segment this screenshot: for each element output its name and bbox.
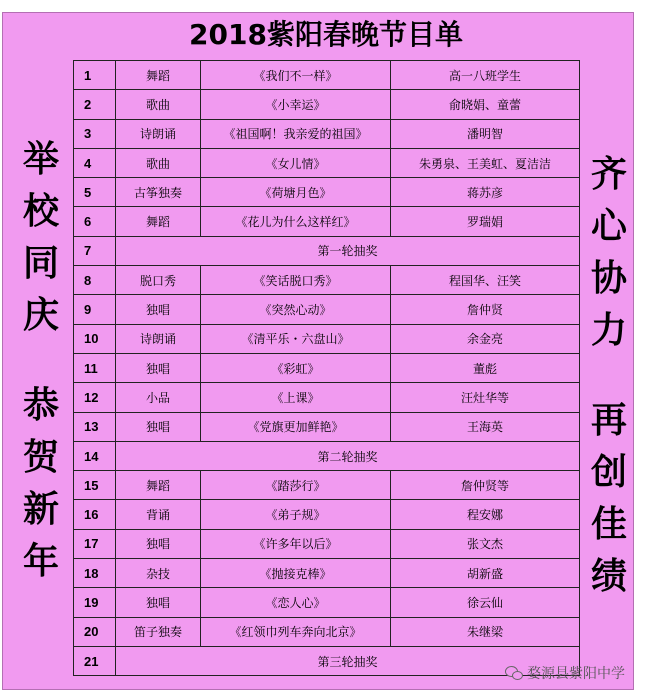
program-performer: 朱继梁: [391, 617, 580, 646]
program-number: 12: [74, 383, 116, 412]
slogan-right-char: 绩: [590, 555, 627, 597]
watermark: [505, 663, 625, 683]
program-number: 10: [74, 324, 116, 353]
program-title: 《弟子规》: [201, 500, 391, 529]
program-title: 《抛接克棒》: [201, 559, 391, 588]
program-title: 《许多年以后》: [201, 529, 391, 558]
program-row: [74, 441, 580, 470]
program-number: 21: [74, 646, 116, 675]
program-number: 4: [74, 148, 116, 177]
program-number: 1: [74, 61, 116, 90]
program-row: [74, 529, 580, 558]
program-performer: 潘明智: [391, 119, 580, 148]
program-row: [74, 500, 580, 529]
program-type: 独唱: [116, 353, 201, 382]
program-number: 5: [74, 178, 116, 207]
program-title: 《红领巾列车奔向北京》: [201, 617, 391, 646]
program-title: 《清平乐・六盘山》: [201, 324, 391, 353]
slogan-left-char: 庆: [22, 294, 59, 336]
program-row: [74, 236, 580, 265]
program-performer: 余金亮: [391, 324, 580, 353]
program-row: [74, 383, 580, 412]
program-number: 16: [74, 500, 116, 529]
program-title: 《小幸运》: [201, 90, 391, 119]
program-number: 6: [74, 207, 116, 236]
lottery-round: 第二轮抽奖: [116, 441, 580, 470]
program-performer: 胡新盛: [391, 559, 580, 588]
program-performer: 詹仲贤等: [391, 471, 580, 500]
slogan-right-char: 力: [590, 309, 627, 351]
program-performer: 徐云仙: [391, 588, 580, 617]
program-type: 古筝独奏: [116, 178, 201, 207]
program-sheet: [2, 12, 634, 690]
program-type: 舞蹈: [116, 471, 201, 500]
slogan-right-char: 佳: [590, 503, 627, 545]
program-number: 11: [74, 353, 116, 382]
program-type: 脱口秀: [116, 266, 201, 295]
program-performer: 蒋苏彦: [391, 178, 580, 207]
program-row: [74, 559, 580, 588]
program-title: 《笑话脱口秀》: [201, 266, 391, 295]
slogan-right-char: 协: [590, 257, 627, 299]
program-number: 8: [74, 266, 116, 295]
lottery-round: 第一轮抽奖: [116, 236, 580, 265]
lottery-round: 第三轮抽奖: [116, 646, 580, 675]
program-title: 《踏莎行》: [201, 471, 391, 500]
program-title: 《恋人心》: [201, 588, 391, 617]
program-performer: 程安娜: [391, 500, 580, 529]
program-type: 歌曲: [116, 148, 201, 177]
program-title: 《祖国啊！我亲爱的祖国》: [201, 119, 391, 148]
program-title: 《花儿为什么这样红》: [201, 207, 391, 236]
program-row: [74, 412, 580, 441]
program-number: 3: [74, 119, 116, 148]
program-row: [74, 588, 580, 617]
program-type: 独唱: [116, 412, 201, 441]
program-type: 独唱: [116, 295, 201, 324]
slogan-left: [21, 133, 61, 587]
program-number: 7: [74, 236, 116, 265]
program-title: 《党旗更加鲜艳》: [201, 412, 391, 441]
program-title: 《上课》: [201, 383, 391, 412]
program-type: 诗朗诵: [116, 324, 201, 353]
program-row: [74, 61, 580, 90]
program-type: 歌曲: [116, 90, 201, 119]
program-performer: 程国华、汪笑: [391, 266, 580, 295]
program-row: [74, 90, 580, 119]
program-number: 17: [74, 529, 116, 558]
slogan-left-char: 校: [22, 190, 59, 232]
slogan-left-char: 贺: [22, 436, 59, 478]
program-number: 15: [74, 471, 116, 500]
program-performer: 王海英: [391, 412, 580, 441]
program-row: [74, 646, 580, 675]
program-performer: 汪灶华等: [391, 383, 580, 412]
program-title: 《女儿情》: [201, 148, 391, 177]
program-type: 独唱: [116, 529, 201, 558]
slogan-right-char: 再: [590, 399, 627, 441]
program-row: [74, 207, 580, 236]
slogan-left-char: 新: [22, 488, 59, 530]
program-table: [73, 60, 580, 676]
program-number: 18: [74, 559, 116, 588]
program-row: [74, 178, 580, 207]
slogan-right-char: 创: [590, 451, 627, 493]
program-type: 背诵: [116, 500, 201, 529]
program-number: 14: [74, 441, 116, 470]
watermark-text: 婺源县紫阳中学: [527, 666, 625, 682]
program-row: [74, 119, 580, 148]
page-title: 2018紫阳春晚节目单: [189, 18, 463, 51]
program-performer: 詹仲贤: [391, 295, 580, 324]
program-performer: 俞晓娟、童蕾: [391, 90, 580, 119]
program-title: 《彩虹》: [201, 353, 391, 382]
program-row: [74, 295, 580, 324]
program-number: 13: [74, 412, 116, 441]
program-row: [74, 324, 580, 353]
program-type: 小品: [116, 383, 201, 412]
program-type: 舞蹈: [116, 61, 201, 90]
program-type: 笛子独奏: [116, 617, 201, 646]
program-title: 《突然心动》: [201, 295, 391, 324]
program-title: 《我们不一样》: [201, 61, 391, 90]
program-row: [74, 617, 580, 646]
program-number: 2: [74, 90, 116, 119]
slogan-left-char: 恭: [22, 384, 59, 426]
slogan-left-char: 举: [22, 138, 59, 180]
slogan-left-char: 同: [22, 242, 59, 284]
program-type: 舞蹈: [116, 207, 201, 236]
program-row: [74, 148, 580, 177]
slogan-right-char: 心: [590, 205, 627, 247]
program-type: 诗朗诵: [116, 119, 201, 148]
slogan-left-char: 年: [22, 540, 59, 582]
program-performer: 高一八班学生: [391, 61, 580, 90]
program-type: 杂技: [116, 559, 201, 588]
program-number: 20: [74, 617, 116, 646]
wechat-icon: [505, 666, 523, 680]
program-number: 19: [74, 588, 116, 617]
program-type: 独唱: [116, 588, 201, 617]
slogan-right-char: 齐: [590, 153, 627, 195]
program-performer: 罗瑞娟: [391, 207, 580, 236]
program-number: 9: [74, 295, 116, 324]
slogan-right: [589, 148, 629, 602]
program-performer: 董彪: [391, 353, 580, 382]
program-row: [74, 266, 580, 295]
program-row: [74, 353, 580, 382]
program-row: [74, 471, 580, 500]
program-title: 《荷塘月色》: [201, 178, 391, 207]
program-performer: 朱勇泉、王美虹、夏洁洁: [391, 148, 580, 177]
program-performer: 张文杰: [391, 529, 580, 558]
